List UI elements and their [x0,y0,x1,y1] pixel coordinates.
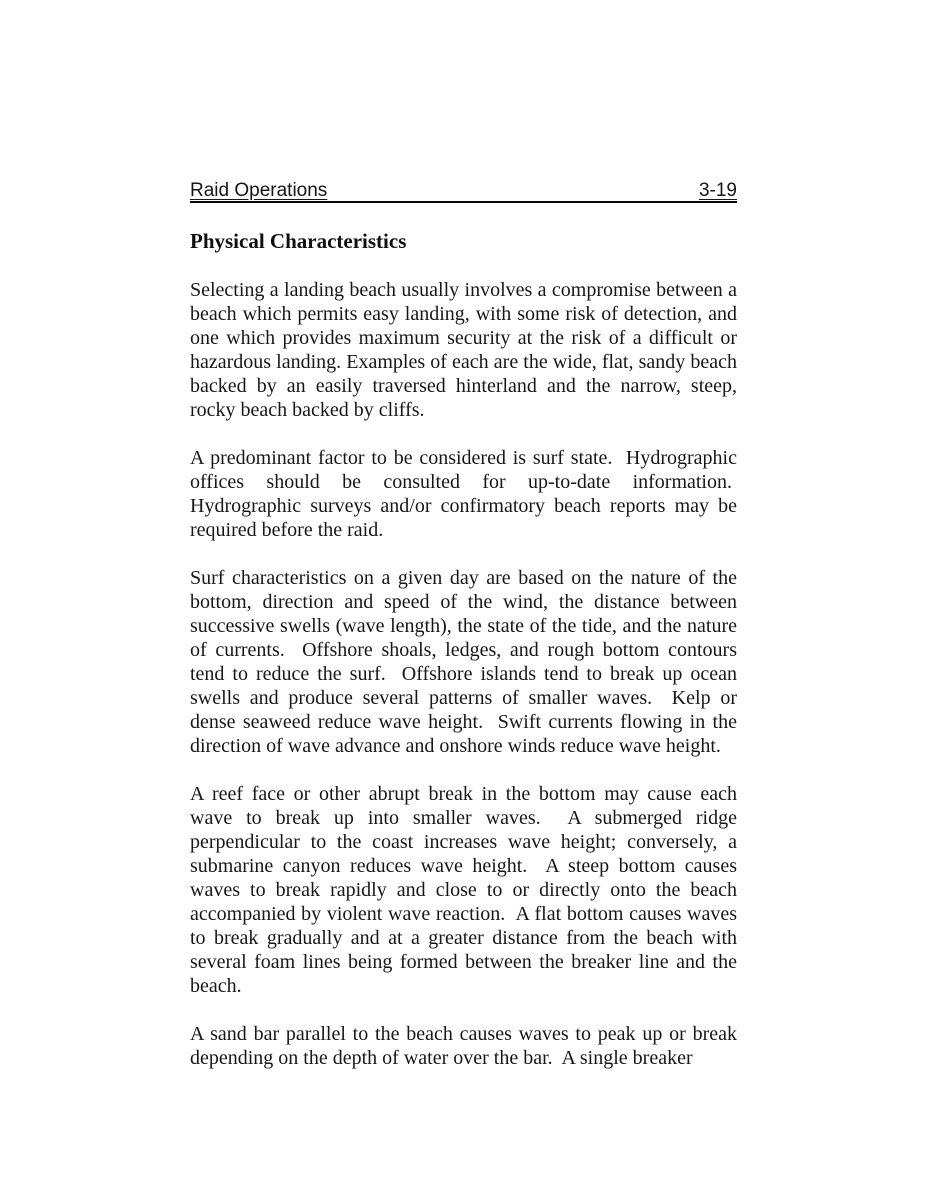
paragraph: A sand bar parallel to the beach causes waves to peak up or break depending on the depth of water over the bar. A single breaker [190,1023,737,1069]
section-heading: Physical Characteristics [190,229,407,253]
paragraph: Selecting a landing beach usually involves a compromise between a beach which permits easy landing, with some risk of detection, and one which provides maximum security at the risk of a difficult or hazardous landing. Examples of each are the wide, flat, sandy beach backed by an easily traversed hinterland and the narrow, steep, rocky beach backed by cliffs. [190,279,737,421]
page-header [190,181,737,203]
paragraph: A reef face or other abrupt break in the bottom may cause each wave to break up into smaller waves. A submerged ridge perpendicular to the coast increases wave height; conversely, a submarine canyon reduces wave height. A steep bottom causes waves to break rapidly and close to or directly onto the beach accompanied by violent wave reaction. A flat bottom causes waves to break gradually and at a greater distance from the beach with several foam lines being formed between the breaker line and the beach. [190,783,737,997]
paragraph: Surf characteristics on a given day are based on the nature of the bottom, direction and speed of the wind, the distance between successive swells (wave length), the state of the tide, and the nature of currents. Offshore shoals, ledges, and rough bottom contours tend to reduce the surf. Offshore islands tend to break up ocean swells and produce several patterns of smaller waves. Kelp or dense seaweed reduce wave height. Swift currents flowing in the direction of wave advance and onshore winds reduce wave height. [190,567,737,757]
page-content [190,181,737,1070]
page-number: 3-19 [698,180,737,201]
running-header-title: Raid Operations [190,180,328,201]
paragraph: A predominant factor to be considered is surf state. Hydrographic offices should be consulted for up-to-date information. Hydrographic surveys and/or confirmatory beach reports may be required before the raid. [190,447,737,541]
